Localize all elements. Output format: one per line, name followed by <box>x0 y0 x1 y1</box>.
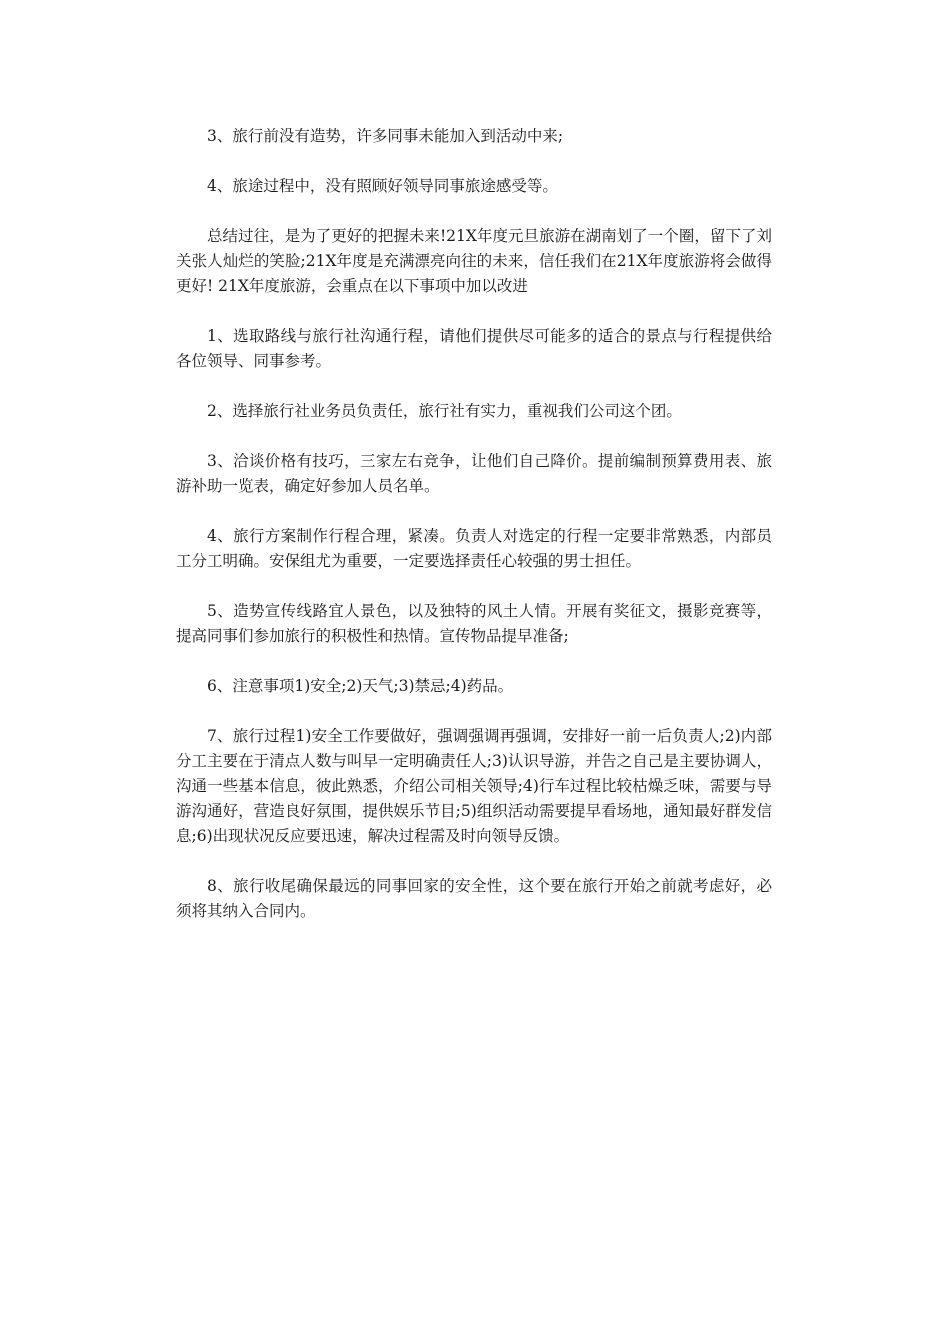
paragraph-summary: 总结过往，是为了更好的把握未来!21X年度元旦旅游在湖南划了一个圈，留下了刘关张人灿烂的笑脸;21X年度是充满漂亮向往的未来，信任我们在21X年度旅游将会做得更好! 21X年度旅游，会重点在以下事项中加以改进 <box>176 227 772 295</box>
paragraph-improvement-7: 7、旅行过程1)安全工作要做好，强调强调再强调，安排好一前一后负责人;2)内部分工主要在于清点人数与叫早一定明确责任人;3)认识导游，并告之自己是主要协调人，沟通一些基本信息，彼此熟悉，介绍公司相关领导;4)行车过程比较枯燥乏味，需要与导游沟通好，营造良好氛围，提供娱乐节目;5)组织活动需要提早看场地，通知最好群发信息;6)出现状况反应要迅速，解决过程需及时向领导反馈。 <box>176 727 772 845</box>
paragraph-improvement-1: 1、选取路线与旅行社沟通行程，请他们提供尽可能多的适合的景点与行程提供给各位领导、同事参考。 <box>176 327 772 370</box>
paragraph-improvement-6: 6、注意事项1)安全;2)天气;3)禁忌;4)药品。 <box>207 677 514 695</box>
paragraph-improvement-4: 4、旅行方案制作行程合理，紧凑。负责人对选定的行程一定要非常熟悉，内部员工分工明确。安保组尤为重要，一定要选择责任心较强的男士担任。 <box>176 527 772 570</box>
paragraph-improvement-5: 5、造势宣传线路宜人景色，以及独特的风土人情。开展有奖征文，摄影竞赛等，提高同事们参加旅行的积极性和热情。宣传物品提早准备; <box>176 602 772 645</box>
paragraph-problem-4: 4、旅途过程中，没有照顾好领导同事旅途感受等。 <box>207 177 558 195</box>
paragraph-improvement-2: 2、选择旅行社业务员负责任，旅行社有实力，重视我们公司这个团。 <box>207 402 682 420</box>
paragraph-improvement-3: 3、洽谈价格有技巧，三家左右竞争，让他们自己降价。提前编制预算费用表、旅游补助一览表，确定好参加人员名单。 <box>176 452 772 495</box>
paragraph-problem-3: 3、旅行前没有造势，许多同事未能加入到活动中来; <box>207 127 564 145</box>
paragraph-improvement-8: 8、旅行收尾确保最远的同事回家的安全性，这个要在旅行开始之前就考虑好，必须将其纳入合同内。 <box>176 877 772 920</box>
document-body <box>176 124 772 949</box>
